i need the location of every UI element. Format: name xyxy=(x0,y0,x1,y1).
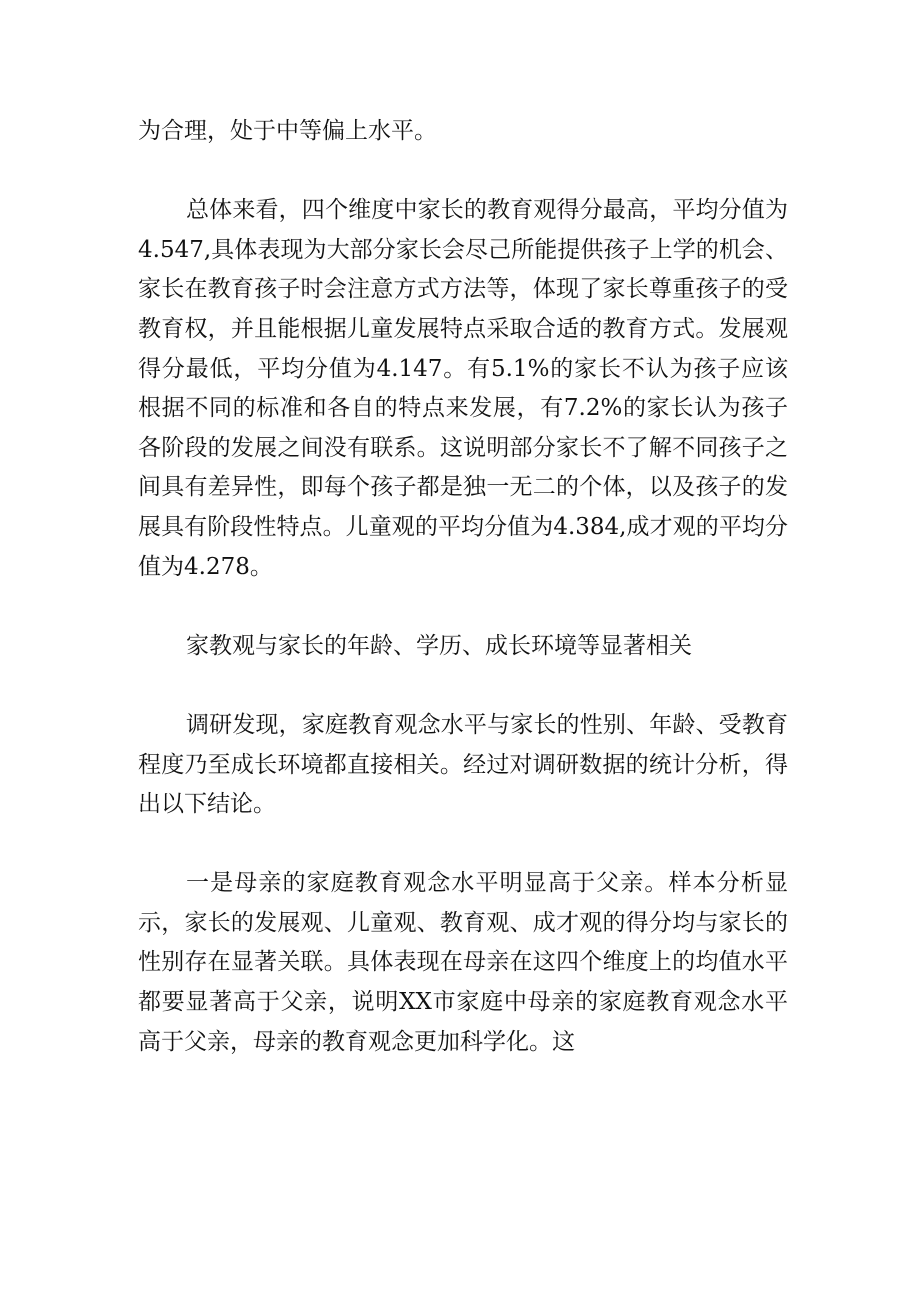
continuation-paragraph: 为合理，处于中等偏上水平。 xyxy=(138,118,437,144)
summary-paragraph: 总体来看，四个维度中家长的教育观得分最高，平均分值为4.547,具体表现为大部分家长会尽己所能提供孩子上学的机会、家长在教育孩子时会注意方式方法等，体现了家长尊重孩子的受教育权，并且能根据儿童发展特点采取合适的教育方式。发展观得分最低，平均分值为4.147。有5.1%的家长不认为孩子应该根据不同的标准和各自的特点来发展，有7.2%的家长认为孩子各阶段的发展之间没有联系。这说明部分家长不了解不同孩子之间具有差异性，即每个孩子都是独一无二的个体，以及孩子的发展具有阶段性特点。儿童观的平均分值为4.384,成才观的平均分值为4.278。 xyxy=(138,197,788,580)
findings-intro-paragraph: 调研发现，家庭教育观念水平与家长的性别、年龄、受教育程度乃至成长环境都直接相关。经过对调研数据的统计分析，得出以下结论。 xyxy=(138,711,788,818)
document-body xyxy=(138,112,788,1102)
section-heading: 家教观与家长的年龄、学历、成长环境等显著相关 xyxy=(186,632,692,659)
finding-one-paragraph: 一是母亲的家庭教育观念水平明显高于父亲。样本分析显示，家长的发展观、儿童观、教育观、成才观的得分均与家长的性别存在显著关联。具体表现在母亲在这四个维度上的均值水平都要显著高于父亲，说明XX市家庭中母亲的家庭教育观念水平高于父亲，母亲的教育观念更加科学化。这 xyxy=(138,870,788,1055)
